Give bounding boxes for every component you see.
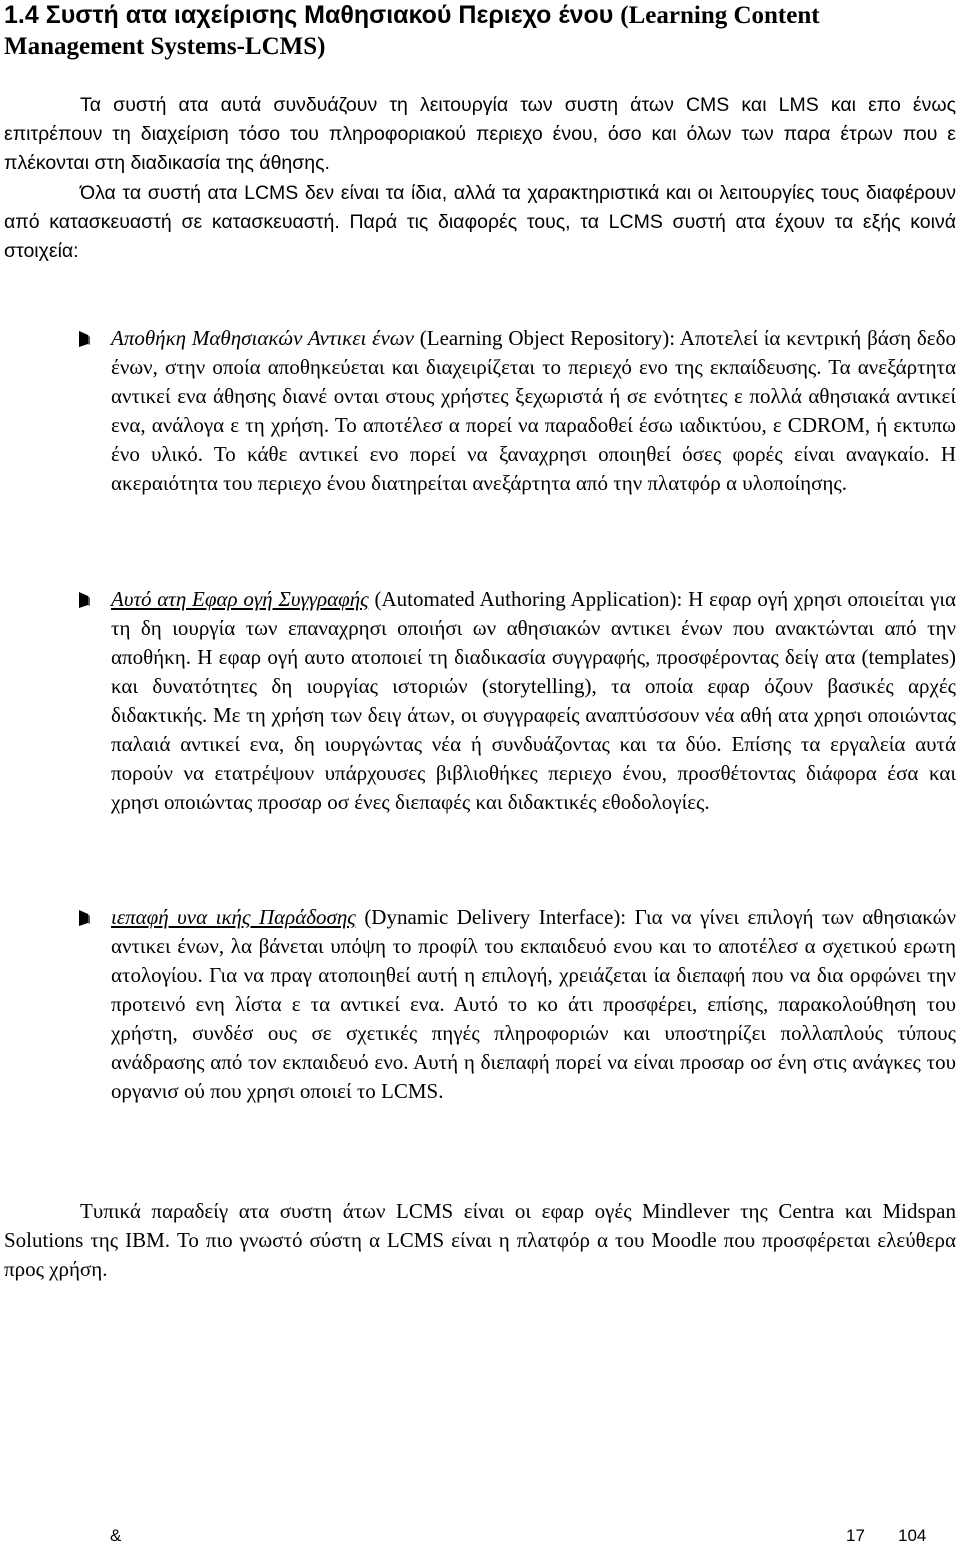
footer-left-text: &	[110, 1526, 122, 1545]
bullet-description: (Learning Object Repository): Αποτελεί ία κεντρική βάση δεδο ένων, στην οποία αποθηκεύεται και διαχειρίζεται το περιεχό ενο της εκπαίδευσης. Τα ανεξάρτητα αντικεί ενα άθησης διανέ ονται στους χρήστες ξεχωριστά ή σε ενότητες ε πολλά αθησιακά αντικεί ενα, ανάλογα ε τη χρήση. Το αποτέλεσ α πορεί να παραδοθεί έσω ιαδικτύου, ε CDROM, ή εκτυπω ένο υλικό. Το κάθε αντικεί ενο πορεί να ξαναχρησι οποιηθεί όσες φορές είναι αναγκαίο. Η ακεραιότητα του περιεχο ένου διατηρείται ανεξάρτητα από την πλατφόρ α υλοποίησης.	[111, 326, 956, 495]
bullet-text	[111, 903, 956, 1106]
bullet-icon	[78, 591, 90, 609]
common-features-paragraph: Όλα τα συστή ατα LCMS δεν είναι τα ίδια, αλλά τα χαρακτηριστικά και οι λειτουργίες τους διαφέρουν από κατασκευαστή σε κατασκευαστή. Παρά τις διαφορές τους, τα LCMS συστή ατα έχουν τα εξής κοινά στοιχεία:	[4, 182, 956, 262]
section-number: 1.4	[4, 1, 39, 29]
bullet-icon	[78, 909, 90, 927]
bullet-text	[111, 585, 956, 817]
section-title-greek: Συστή ατα ιαχείρισης Μαθησιακού Περιεχο ένου	[45, 1, 614, 29]
section-heading	[4, 0, 956, 62]
bullet-description: (Dynamic Delivery Interface): Για να γίνει επιλογή των αθησιακών αντικει ένων, λα βάνεται υπόψη το προφίλ του εκπαιδευό ενου και το αποτέλεσ α σχετικού ερωτη ατολογίου. Για να πραγ ατοποιηθεί αυτή η επιλογή, χρειάζεται ία διεπαφή που να δια ορφώνει την προτεινό ενη λίστα ε τα αντικεί ενα. Αυτό το κο άτι προσφέρει, επίσης, παρακολούθηση του χρήστη, συνδέσ ους σε σχετικές πηγές πληροφοριών και υποστηρίζει πολλαπλούς τύπους ανάδρασης από τον εκπαιδευό ενο. Αυτή η διεπαφή πορεί να είναι προσαρ οσ ένη στις ανάγκες του οργανισ ού που χρησι οποιεί το LCMS.	[111, 905, 956, 1103]
section-title-english: (Learning Content Management Systems-LCMS)	[4, 2, 820, 60]
bullet-term: Αυτό ατη Εφαρ ογή Συγγραφής	[111, 587, 369, 611]
footer-middle-number: 17	[846, 1526, 865, 1545]
page-number: 104	[898, 1526, 927, 1545]
intro-paragraph: Τα συστή ατα αυτά συνδυάζουν τη λειτουργία των συστη άτων CMS και LMS και επο ένως επιτρέπουν τη διαχείριση τόσο του πληροφοριακού περιεχο ένου, όσο και όλων των παρα έτρων που ε πλέκονται στη διαδικασία της άθησης.	[4, 94, 956, 174]
bullet-description: (Automated Authoring Application): Η εφαρ ογή χρησι οποιείται για τη δη ιουργία των επαναχρησι οποιήσι ων αθησιακών αντικει ένων που ανακτώνται από την αποθήκη. Η εφαρ ογή αυτο ατοποιεί τη διαδικασία συγγραφής, προσφέροντας δείγ ατα (templates) και δυνατότητες δη ιουργίας ιστοριών (storytelling), τα οποία εφαρ όζουν βασικές αρχές διδακτικής. Με τη χρήση των δειγ άτων, οι συγγραφείς αναπτύσσουν νέα αθή ατα χρησι οποιώντας παλαιά αντικεί ενα, δη ιουργώντας νέα ή συνδυάζοντας και τα δύο. Επίσης τα εργαλεία αυτά πορούν να ετατρέψουν υπάρχουσες βιβλιοθήκες περιεχο ένου, προσθέτοντας διάφορα έσα και χρησι οποιώντας προσαρ οσ ένες διεπαφές και διδακτικές εθοδολογίες.	[111, 587, 956, 814]
bullet-text	[111, 324, 956, 498]
bullet-term: ιεπαφή υνα ικής Παράδοσης	[111, 905, 356, 929]
examples-paragraph: Τυπικά παραδείγ ατα συστη άτων LCMS είναι οι εφαρ ογές Mindlever της Centra και Midspan Solutions της IBM. Το πιο γνωστό σύστη α LCMS είναι η πλατφόρ α του Moodle που προσφέρεται ελεύθερα προς χρήση.	[4, 1199, 956, 1281]
bullet-icon	[78, 330, 90, 348]
bullet-term: Αποθήκη Μαθησιακών Αντικει ένων	[111, 326, 414, 350]
